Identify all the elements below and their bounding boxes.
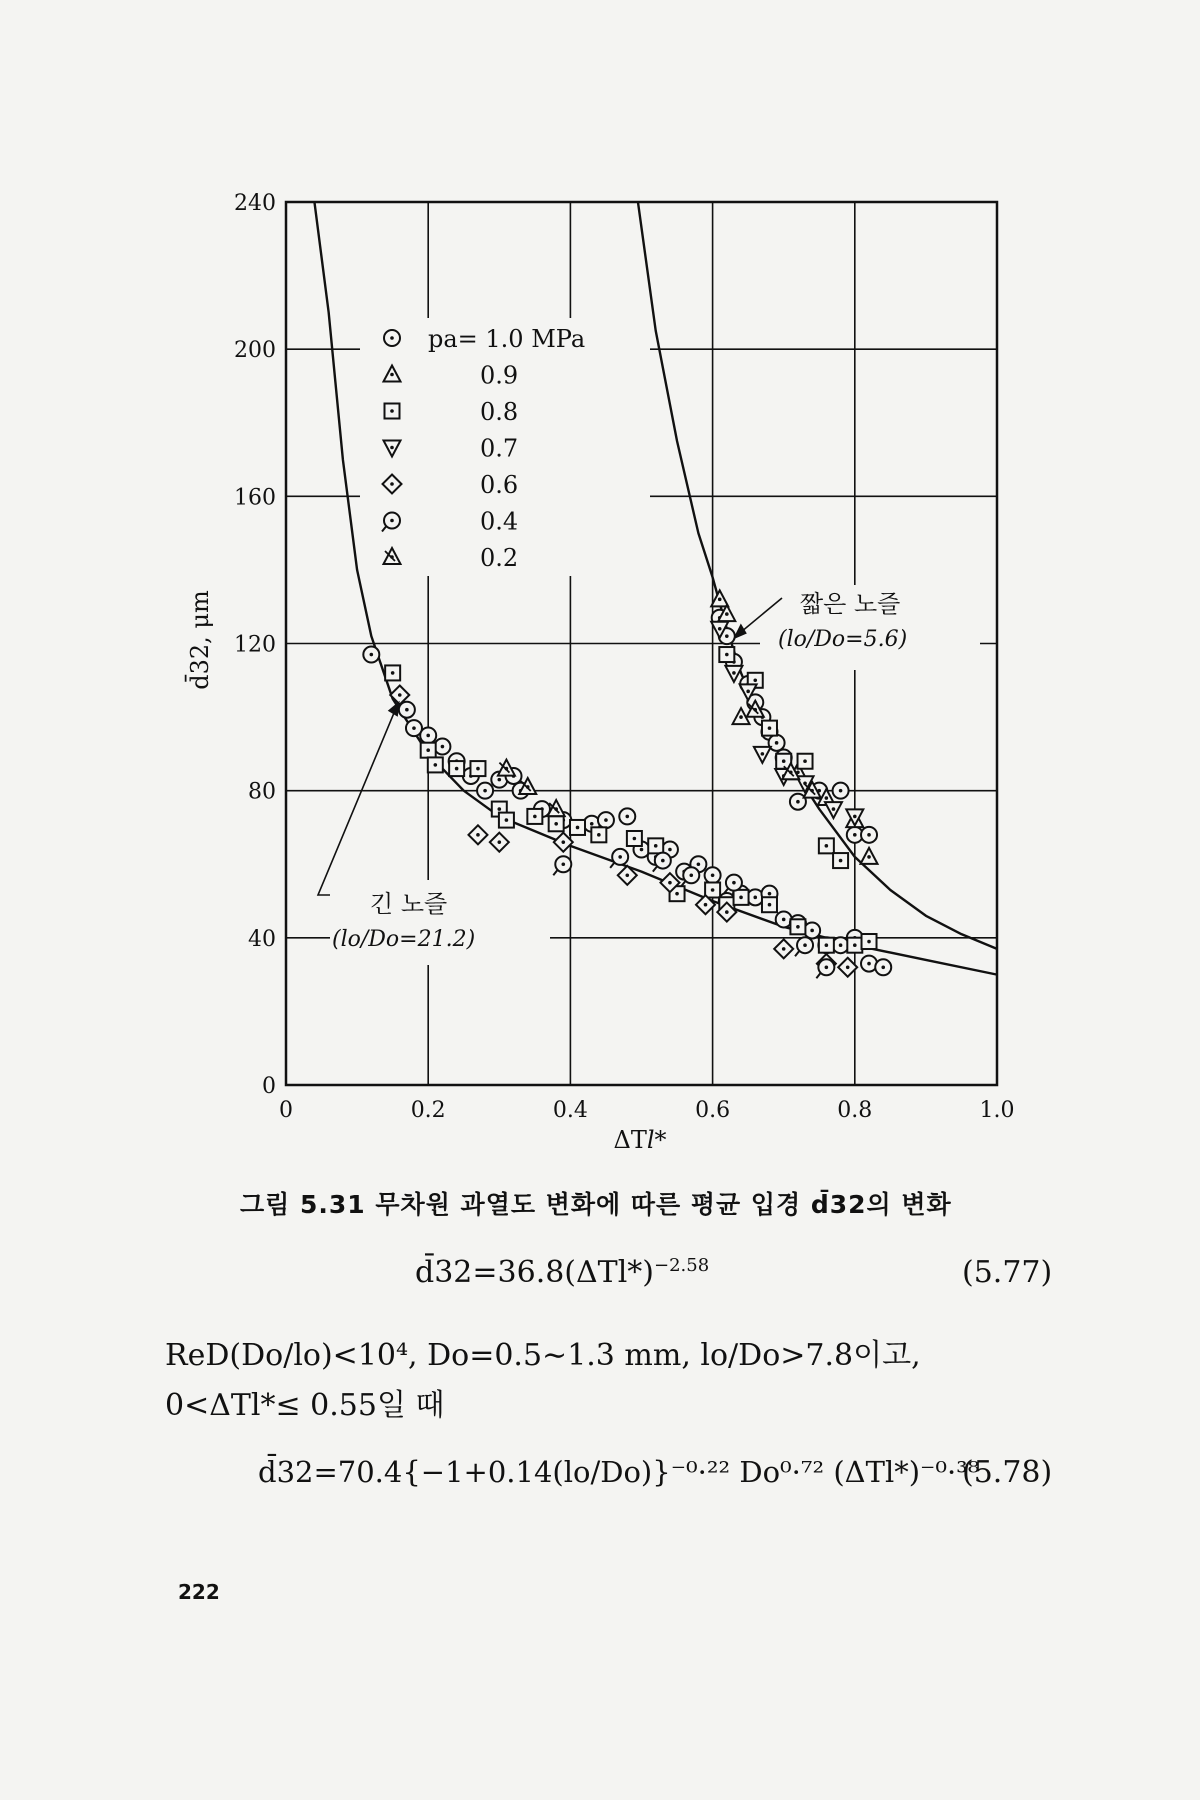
data-point <box>705 867 721 883</box>
annotation-short-nozzle: 짧은 노즐 <box>800 590 901 618</box>
legend-label: pa= 1.0 MPa <box>428 325 586 353</box>
data-point <box>653 853 671 872</box>
legend-label: 0.9 <box>480 361 519 390</box>
equation-number-5-78: (5.78) <box>962 1455 1053 1490</box>
y-tick-label: 120 <box>234 632 276 658</box>
data-point <box>598 812 614 828</box>
fit-curve <box>638 202 997 949</box>
data-point <box>499 813 514 828</box>
data-point <box>385 665 400 680</box>
data-point <box>421 743 436 758</box>
data-point <box>420 727 436 743</box>
data-point <box>719 647 734 662</box>
data-point <box>470 761 485 776</box>
annotations <box>318 585 980 965</box>
data-point <box>734 890 749 905</box>
legend-label: 0.6 <box>480 471 519 499</box>
data-point <box>833 853 848 868</box>
data-point <box>816 959 834 978</box>
condition-line-2: 0<ΔTl*≤ 0.55일 때 <box>165 1388 445 1423</box>
data-point <box>428 757 443 772</box>
data-point <box>490 833 509 852</box>
y-tick-label: 80 <box>248 779 276 805</box>
data-point <box>477 783 493 799</box>
x-tick-label: 0.4 <box>552 1098 588 1123</box>
y-tick-label: 160 <box>234 485 276 511</box>
x-tick-label: 0.2 <box>410 1098 446 1123</box>
y-tick-label: 200 <box>234 338 276 364</box>
data-point <box>790 919 805 934</box>
y-tick-label: 0 <box>262 1074 276 1099</box>
annotation-long-nozzle-ratio: (lo/Do=21.2) <box>332 927 476 952</box>
data-point <box>434 739 450 755</box>
data-point <box>875 959 891 975</box>
data-point <box>804 922 820 938</box>
data-point <box>862 934 877 949</box>
y-tick-label: 40 <box>248 926 276 952</box>
equation-5-77-exponent: −2.58 <box>654 1255 710 1276</box>
page-number: 222 <box>178 1580 220 1604</box>
y-axis-label: d̄32, μm <box>186 590 214 690</box>
x-tick-label: 0.6 <box>695 1098 731 1123</box>
data-point <box>725 666 742 682</box>
data-point <box>762 897 777 912</box>
data-point <box>681 867 699 886</box>
figure-caption: 그림 5.31 무차원 과열도 변화에 따른 평균 입경 d̄32의 변화 <box>240 1190 952 1219</box>
annotation-arrow <box>318 709 396 895</box>
equation-5-77-body: d̄32=36.8(ΔTl*) <box>415 1255 654 1290</box>
annotation-long-nozzle: 긴 노즐 <box>370 890 448 918</box>
data-point <box>619 808 635 824</box>
data-point <box>754 747 771 763</box>
arrow-head <box>733 624 747 640</box>
data-point <box>570 820 585 835</box>
legend-label: 0.4 <box>480 507 519 536</box>
equation-5-78: d̄32=70.4{−1+0.14(lo/Do)}⁻⁰·²² Do⁰·⁷² (ΔTl*)⁻⁰·³⁸ <box>258 1455 980 1489</box>
data-point <box>449 761 464 776</box>
legend-marker <box>384 330 400 346</box>
equation-number-5-77: (5.77) <box>962 1255 1053 1290</box>
data-point <box>825 802 842 818</box>
data-point <box>774 939 793 958</box>
x-axis-label: ΔTl* <box>613 1126 667 1154</box>
data-point <box>527 809 542 824</box>
legend-label: 0.7 <box>480 434 519 463</box>
x-tick-label: 0 <box>279 1098 293 1123</box>
data-point <box>861 848 878 864</box>
data-point <box>833 783 849 799</box>
data-point <box>549 816 564 831</box>
x-tick-label: 0.8 <box>837 1098 873 1123</box>
legend-label: 0.2 <box>480 544 519 572</box>
annotation-short-nozzle-ratio: (lo/Do=5.6) <box>778 627 908 652</box>
data-point <box>819 938 834 953</box>
legend-marker <box>385 404 400 419</box>
data-point <box>591 827 606 842</box>
data-point <box>553 856 571 875</box>
data-point <box>847 938 862 953</box>
data-point <box>795 937 813 956</box>
data-point <box>627 831 642 846</box>
data-point <box>648 838 663 853</box>
x-tick-label: 1.0 <box>979 1098 1015 1123</box>
data-point <box>819 838 834 853</box>
data-point <box>363 647 379 663</box>
equation-5-77 <box>415 1255 709 1290</box>
data-point <box>861 827 877 843</box>
data-point <box>468 825 487 844</box>
arrow-head <box>388 701 400 717</box>
condition-line-1: ReD(Do/lo)<10⁴, Do=0.5∼1.3 mm, lo/Do>7.8이고, <box>165 1338 921 1373</box>
data-point <box>711 590 728 606</box>
data-point <box>798 754 813 769</box>
legend-label: 0.8 <box>480 398 519 426</box>
data-point <box>705 883 720 898</box>
data-point <box>762 721 777 736</box>
y-tick-label: 240 <box>234 191 276 216</box>
